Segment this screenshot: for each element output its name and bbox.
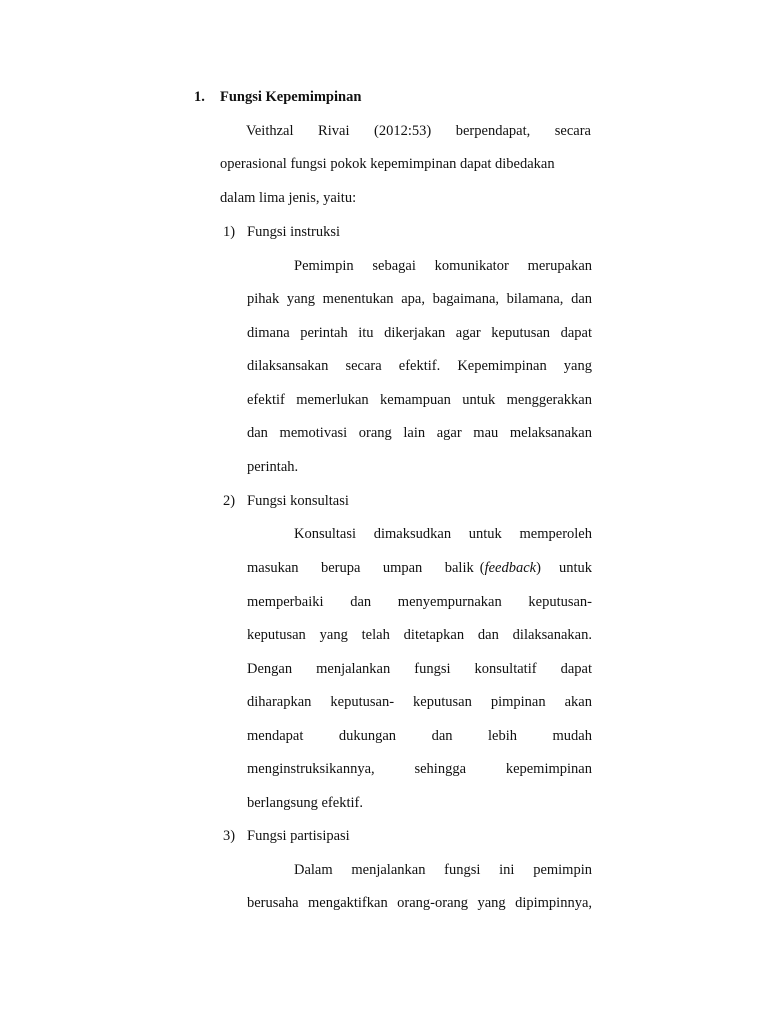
paragraph-line: perintah. — [247, 459, 299, 475]
intro-line: dalam lima jenis, yaitu: — [220, 190, 357, 206]
paragraph-line: efektif memerlukan kemampuan untuk menggerakkan — [247, 392, 592, 408]
text-segment: balik — [444, 560, 474, 576]
paragraph-line: mendapat dukungan dan lebih mudah — [247, 728, 592, 744]
paragraph-line: dilaksansakan secara efektif. Kepemimpinan yang — [247, 358, 592, 374]
item-title: Fungsi instruksi — [247, 224, 341, 240]
paragraph-line: diharapkan keputusan- keputusan pimpinan akan — [247, 694, 592, 710]
paragraph-line: menginstruksikannya, sehingga kepemimpinan — [247, 761, 592, 777]
paragraph-line: Pemimpin sebagai komunikator merupakan — [294, 258, 592, 274]
intro-line: Veithzal Rivai (2012:53) berpendapat, secara — [246, 123, 591, 139]
item-number: 3) — [223, 828, 236, 844]
text-segment: umpan — [382, 560, 423, 576]
item-number: 2) — [223, 493, 236, 509]
paragraph-line: dimana perintah itu dikerjakan agar keputusan dapat — [247, 325, 592, 341]
text-segment: masukan — [247, 560, 299, 576]
paragraph-line: pihak yang menentukan apa, bagaimana, bilamana, dan — [247, 291, 592, 307]
italic-term: feedback — [484, 560, 537, 576]
paragraph-line: berusaha mengaktifkan orang-orang yang dipimpinnya, — [247, 895, 592, 911]
item-number: 1) — [223, 224, 236, 240]
section-number: 1. — [194, 89, 205, 105]
paragraph-line: Dalam menjalankan fungsi ini pemimpin — [294, 862, 592, 878]
paragraph-line: keputusan yang telah ditetapkan dan dilaksanakan. — [247, 627, 592, 643]
paragraph-line: dan memotivasi orang lain agar mau melaksanakan — [247, 425, 592, 441]
paragraph-line: memperbaiki dan menyempurnakan keputusan- — [247, 594, 592, 610]
item-title: Fungsi partisipasi — [247, 828, 350, 844]
item-title: Fungsi konsultasi — [247, 493, 349, 509]
text-segment: untuk — [558, 560, 592, 576]
text-segment: berupa — [320, 560, 361, 576]
paragraph-line: berlangsung efektif. — [247, 795, 363, 811]
paragraph-line: Dengan menjalankan fungsi konsultatif dapat — [247, 661, 592, 677]
text-segment: (feedback) — [479, 560, 541, 576]
paragraph-line: Konsultasi dimaksudkan untuk memperoleh — [294, 526, 592, 542]
section-title: Fungsi Kepemimpinan — [220, 89, 362, 105]
intro-line: operasional fungsi pokok kepemimpinan dapat dibedakan — [220, 156, 555, 172]
paragraph-line-mixed — [247, 559, 592, 577]
